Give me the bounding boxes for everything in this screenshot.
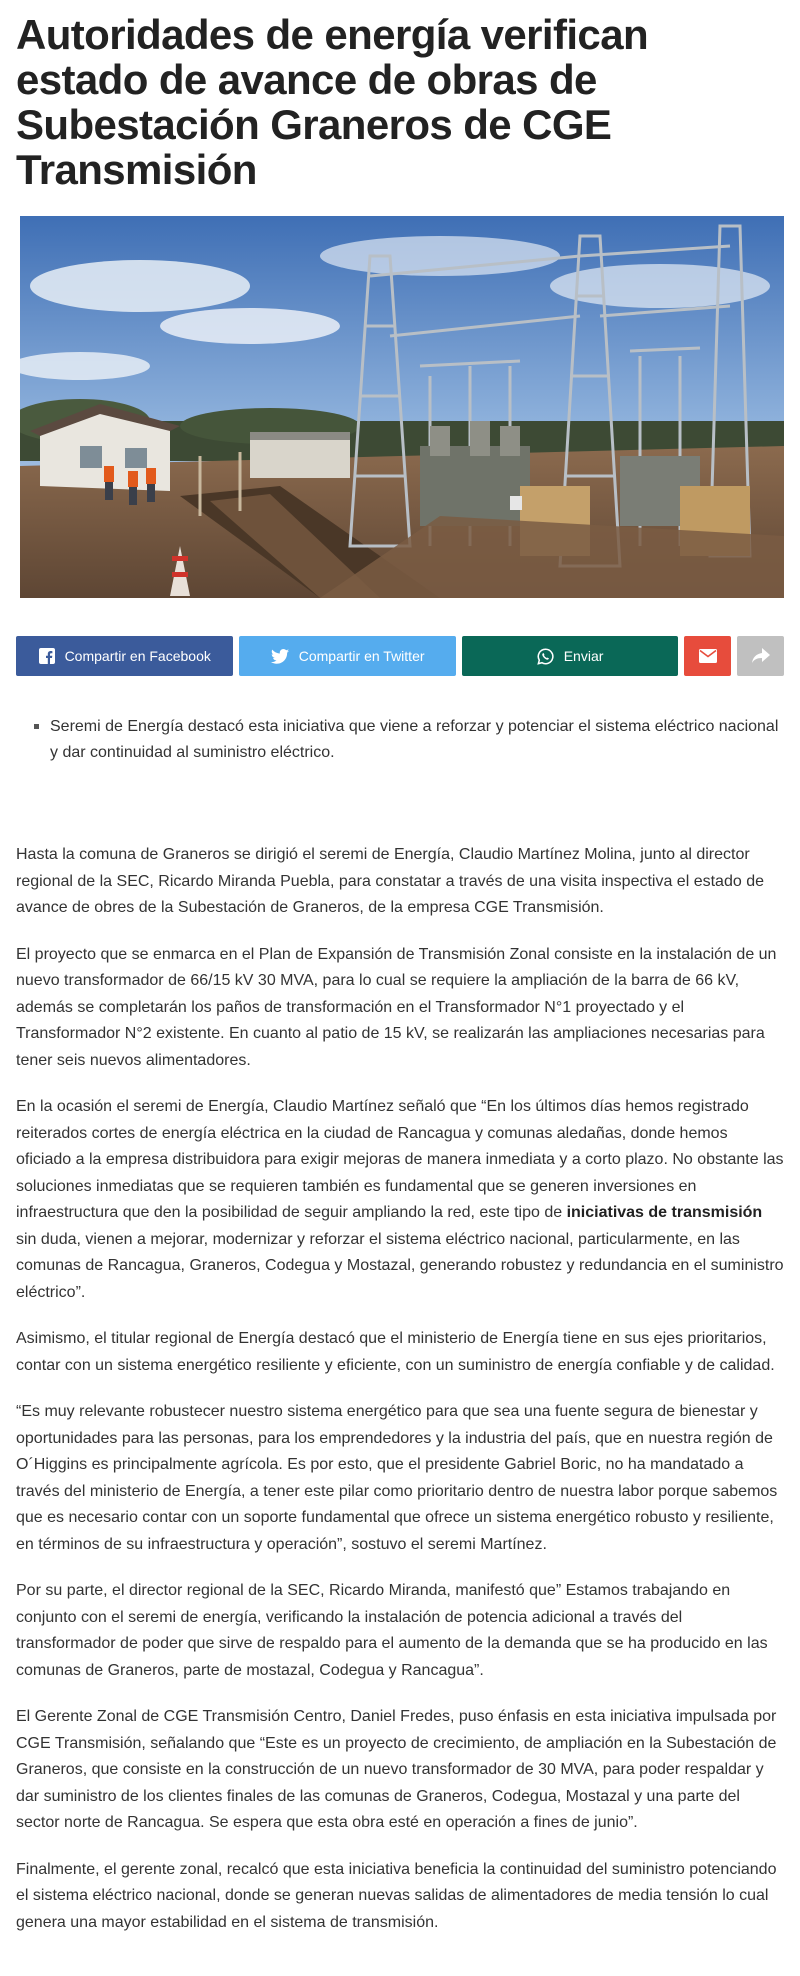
article-body: [16, 842, 784, 1936]
share-bar: [16, 636, 784, 676]
bullet-marker: [34, 724, 39, 729]
article-paragraph: Por su parte, el director regional de la SEC, Ricardo Miranda, manifestó que” Estamos trabajando en conjunto con el seremi de energía, verificando la instalación de potencia adicional a través del transformador de poder que sirve de respaldo para el aumento de la demanda que se ha producido en las comunas de Graneros, parte de mostazal, Codegua y Rancagua”.: [16, 1582, 768, 1679]
share-arrow-icon: [752, 648, 770, 664]
article-paragraph: El Gerente Zonal de CGE Transmisión Centro, Daniel Fredes, puso énfasis en esta iniciativa impulsada por CGE Transmisión, señalando que “Este es un proyecto de crecimiento, de ampliación en la Subestación de Graneros, que consiste en la construcción de un nuevo transformador de 30 MVA, para poder respaldar y dar suministro de los clientes finales de las comunas de Graneros, Codegua, Mostazal y una parte del sector norte de Rancagua. Se espera que esta obra esté en operación a fines de junio”.: [16, 1708, 777, 1831]
highlight-text: Seremi de Energía destacó esta iniciativa que viene a reforzar y potenciar el sistema eléctrico nacional y dar continuidad al suministro eléctrico.: [50, 718, 779, 761]
article-title: Autoridades de energía verifican estado de avance de obras de Subestación Graneros de CGE Transmisión: [16, 11, 649, 193]
article-hero-image: [20, 216, 784, 598]
article-paragraph: “Es muy relevante robustecer nuestro sistema energético para que sea una fuente segura de bienestar y oportunidades para las personas, para los emprendedores y la industria del país, que en nuestra región de O´Higgins es principalmente agrícola. Es por esto, que el presidente Gabriel Boric, no ha mandatado a través del ministerio de Energía, a tener este pilar como prioritario dentro de nuestra labor porque sabemos que es necesario contar con un soporte fundamental que ofrece un sistema energético robusto y resiliente, en términos de su infraestructura y operación”, sostuvo el seremi Martínez.: [16, 1403, 778, 1553]
article-paragraph: El proyecto que se enmarca en el Plan de Expansión de Transmisión Zonal consiste en la instalación de un nuevo transformador de 66/15 kV 30 MVA, para lo cual se requiere la ampliación de la barra de 66 kV, además se completarán los paños de transformación en el Transformador N°1 proyectado y el Transformador N°2 existente. En cuanto al patio de 15 kV, se realizarán las ampliaciones necesarias para tener seis nuevos alimentadores.: [16, 945, 777, 1069]
share-facebook-button[interactable]: [16, 636, 233, 676]
share-more-button[interactable]: [737, 636, 784, 676]
paragraph-text: sin duda, vienen a mejorar, modernizar y reforzar el sistema eléctrico nacional, particularmente, en las comunas de Rancagua, Graneros, Codegua y Mostazal, generando robustez y redundancia en el suministro eléctrico”.: [16, 1230, 784, 1301]
article-paragraph: [16, 1094, 784, 1306]
article-paragraph: Asimismo, el titular regional de Energía destacó que el ministerio de Energía tiene en sus ejes prioritarios, contar con un sistema energético resiliente y eficiente, con un suministro de energía confiable y de calidad.: [16, 1330, 775, 1374]
article-paragraph: Finalmente, el gerente zonal, recalcó que esta iniciativa beneficia la continuidad del suministro potenciando el sistema eléctrico nacional, donde se generan nuevas salidas de alimentadores de media tensión lo cual genera una mayor estabilidad en el sistema de transmisión.: [16, 1860, 777, 1931]
envelope-icon: [699, 649, 717, 663]
share-whatsapp-label: Enviar: [563, 648, 604, 664]
share-facebook-label: Compartir en Facebook: [64, 648, 211, 664]
twitter-icon: [271, 649, 289, 664]
paragraph-text: En la ocasión el seremi de Energía, Claudio Martínez señaló que “En los últimos días hemos registrado reiterados cortes de energía eléctrica en la ciudad de Rancagua y comunas aledañas, donde hemos oficiado a la empresa distribuidora para exigir mejoras de manera inmediata y a corto plazo. No obstante las soluciones inmediatas que se requieren también es fundamental que se generen inversiones en infraestructura que den la posibilidad de seguir ampliando la red, este tipo de: [16, 1098, 784, 1221]
share-twitter-button[interactable]: [239, 636, 455, 676]
article-highlights: [16, 714, 784, 766]
share-whatsapp-button[interactable]: [462, 636, 678, 676]
whatsapp-icon: [537, 648, 554, 665]
share-email-button[interactable]: [684, 636, 731, 676]
bold-keyword: iniciativas de transmisión: [566, 1204, 763, 1221]
facebook-icon: [39, 648, 55, 664]
article-paragraph: Hasta la comuna de Graneros se dirigió el seremi de Energía, Claudio Martínez Molina, junto al director regional de la SEC, Ricardo Miranda Puebla, para constatar a través de una visita inspectiva el estado de avance de obres de la Subestación de Graneros, de la empresa CGE Transmisión.: [16, 846, 764, 916]
list-item: [50, 714, 784, 766]
share-twitter-label: Compartir en Twitter: [298, 648, 425, 664]
